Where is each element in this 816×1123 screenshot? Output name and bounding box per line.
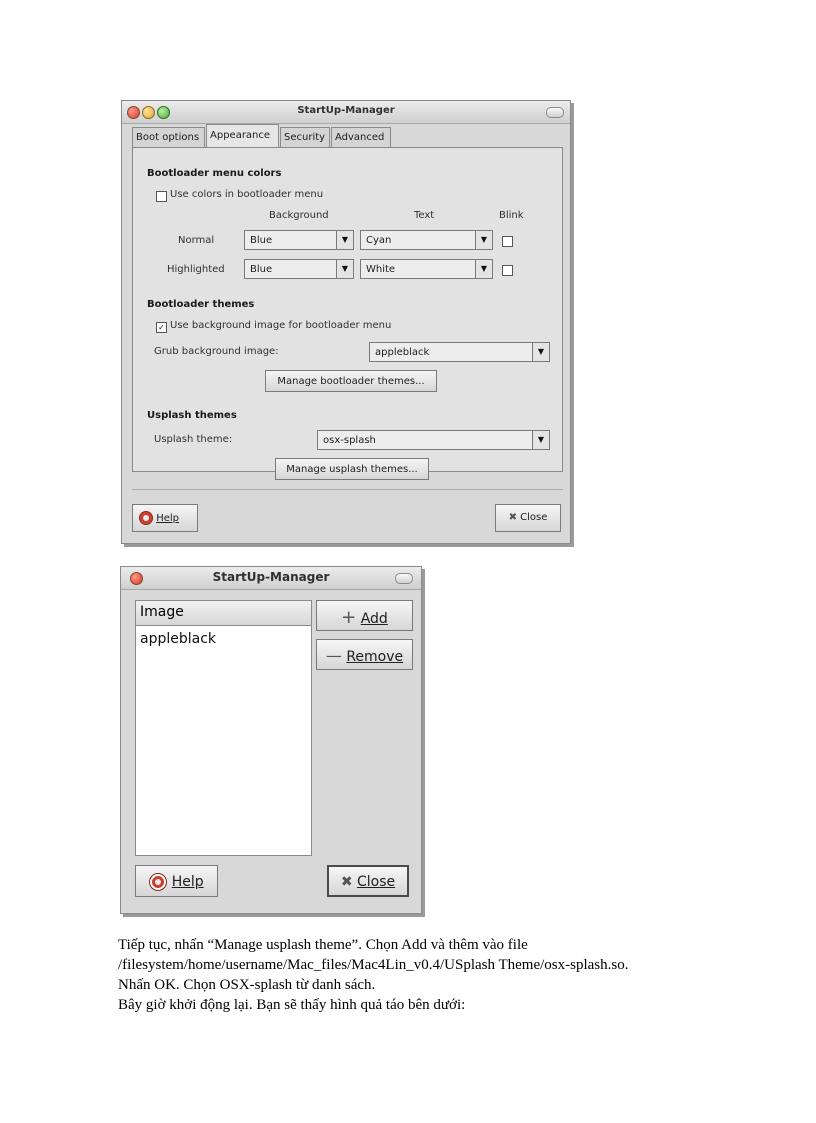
text-column-header: Text [414, 210, 435, 221]
colors-section-title: Bootloader menu colors [147, 168, 282, 179]
instruction-line-4: Bây giờ khởi động lại. Bạn sẽ thấy hình quả táo bên dưới: [118, 997, 466, 1013]
normal-text-select[interactable] [360, 230, 493, 250]
instruction-line-3: Nhấn OK. Chọn OSX-splash từ danh sách. [118, 977, 376, 993]
appearance-panel [132, 147, 563, 475]
blink-column-header: Blink [499, 210, 524, 221]
toolbar-toggle-icon[interactable] [546, 107, 564, 118]
add-button[interactable] [316, 600, 413, 631]
footer-divider [132, 489, 563, 490]
instructions-text [118, 935, 718, 1015]
remove-button[interactable] [316, 639, 413, 670]
grub-background-value: appleblack [375, 347, 430, 358]
highlighted-background-select[interactable] [244, 259, 354, 279]
highlighted-row-label: Highlighted [167, 264, 225, 275]
themes-section-title: Bootloader themes [147, 299, 255, 310]
dropdown-arrow-icon: ▼ [532, 431, 549, 449]
help-button[interactable] [135, 865, 218, 897]
help-button-label: Help [171, 874, 204, 890]
usplash-theme-label: Usplash theme: [154, 434, 233, 445]
normal-background-value: Blue [250, 235, 273, 246]
normal-blink-checkbox[interactable] [502, 236, 513, 247]
close-x-icon: ✖ [508, 512, 517, 523]
close-button-label: Close [520, 512, 548, 523]
image-column-header[interactable] [136, 601, 311, 626]
remove-button-label: Remove [346, 649, 404, 665]
normal-text-value: Cyan [366, 235, 392, 246]
toolbar-toggle-icon[interactable] [395, 573, 413, 584]
image-list[interactable] [135, 600, 312, 856]
help-button-label: Help [156, 513, 179, 524]
instruction-line-2: /filesystem/home/username/Mac_files/Mac4Lin_v0.4/USplash Theme/osx-splash.so. [118, 957, 629, 973]
add-button-label: Add [360, 611, 388, 627]
dropdown-arrow-icon: ▼ [336, 231, 353, 249]
window-title: StartUp-Manager [297, 105, 395, 116]
tab-appearance[interactable]: Appearance [206, 124, 279, 148]
list-item[interactable]: appleblack [140, 631, 217, 647]
image-column-label: Image [140, 604, 184, 620]
use-background-label: Use background image for bootloader menu [170, 320, 392, 331]
dropdown-arrow-icon: ▼ [532, 343, 549, 361]
window-titlebar[interactable] [121, 567, 421, 590]
highlighted-text-value: White [366, 264, 396, 275]
manage-bootloader-themes-button[interactable]: Manage bootloader themes... [265, 370, 437, 392]
close-button-label: Close [357, 874, 396, 890]
highlighted-blink-checkbox[interactable] [502, 265, 513, 276]
tab-advanced[interactable]: Advanced [331, 127, 391, 147]
background-column-header: Background [269, 210, 329, 221]
usplash-theme-value: osx-splash [323, 435, 376, 446]
tab-security[interactable]: Security [280, 127, 330, 147]
instruction-line-1: Tiếp tục, nhấn “Manage usplash theme”. Chọn Add và thêm vào file [118, 937, 528, 953]
use-background-checkbox[interactable]: ✓ [156, 322, 167, 333]
dropdown-arrow-icon: ▼ [475, 260, 492, 278]
normal-row-label: Normal [178, 235, 215, 246]
help-lifebuoy-icon [149, 873, 167, 891]
dropdown-arrow-icon: ▼ [336, 260, 353, 278]
grub-background-label: Grub background image: [154, 346, 279, 357]
startup-manager-window [121, 100, 571, 544]
remove-minus-icon: — [325, 646, 342, 665]
usplash-section-title: Usplash themes [147, 410, 237, 421]
dropdown-arrow-icon: ▼ [475, 231, 492, 249]
usplash-theme-select[interactable] [317, 430, 550, 450]
highlighted-text-select[interactable] [360, 259, 493, 279]
help-lifebuoy-icon [139, 511, 153, 525]
add-plus-icon: + [341, 607, 357, 628]
highlighted-background-value: Blue [250, 264, 273, 275]
window-titlebar[interactable] [122, 101, 570, 124]
close-x-icon: ✖ [340, 874, 353, 890]
grub-background-select[interactable] [369, 342, 550, 362]
use-colors-checkbox[interactable] [156, 191, 167, 202]
close-button[interactable] [495, 504, 561, 532]
image-manager-window [120, 566, 422, 914]
manage-usplash-themes-button[interactable]: Manage usplash themes... [275, 458, 429, 480]
window-title: StartUp-Manager [212, 570, 330, 584]
close-button[interactable] [327, 865, 409, 897]
tab-boot-options[interactable]: Boot options [132, 127, 205, 147]
help-button[interactable] [132, 504, 198, 532]
use-colors-label: Use colors in bootloader menu [170, 189, 324, 200]
normal-background-select[interactable] [244, 230, 354, 250]
